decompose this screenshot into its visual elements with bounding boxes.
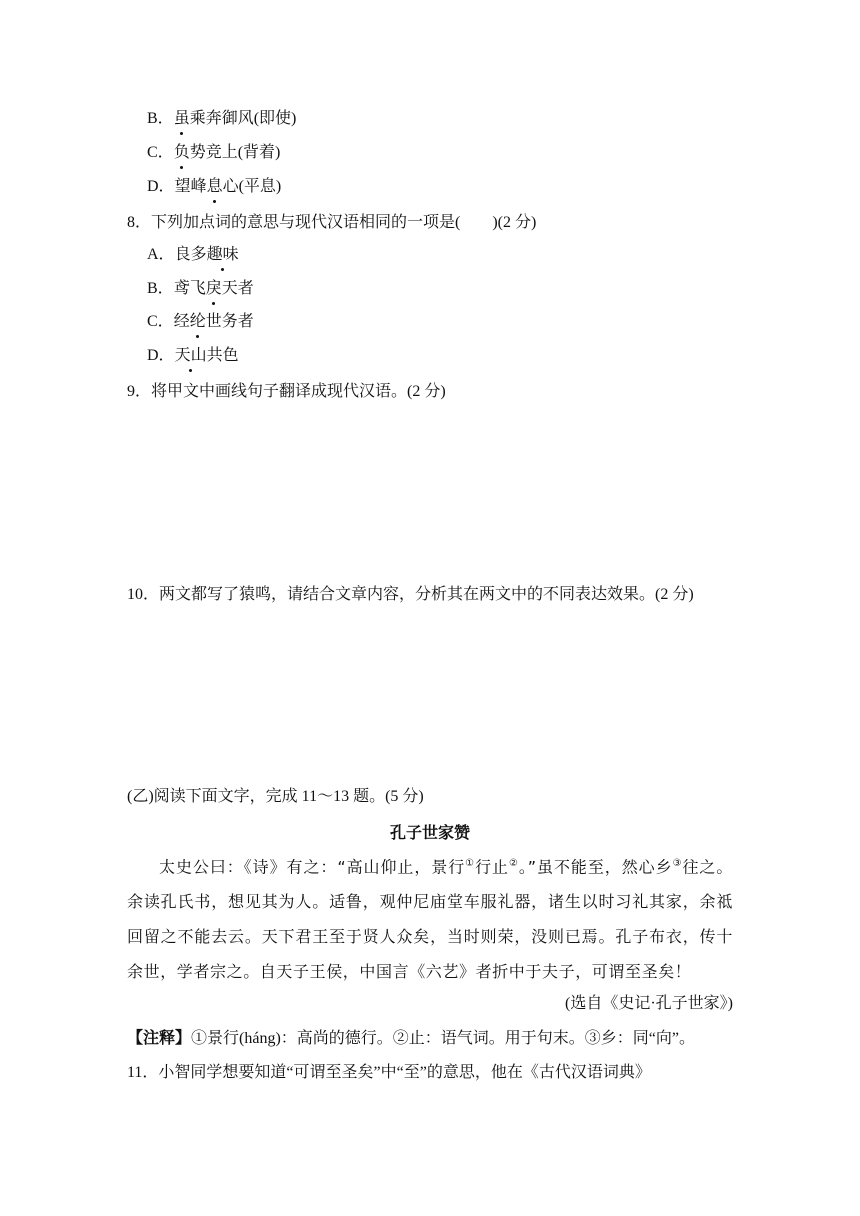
q8-option-a: A．良多趣味 xyxy=(147,244,239,266)
dotted-word: 天山 xyxy=(175,345,207,367)
q8-option-b: B．鸢飞戾天者 xyxy=(147,278,254,300)
q7-option-c: C．负势竞上(背着) xyxy=(147,142,280,164)
dotted-word: 戾 xyxy=(206,278,222,300)
dotted-word: 趣味 xyxy=(207,244,239,266)
question-9: 9．将甲文中画线句子翻译成现代汉语。(2 分) xyxy=(127,383,446,400)
q8-option-d: D．天山共色 xyxy=(147,345,239,367)
dotted-word: 负 xyxy=(174,142,190,164)
annotation xyxy=(127,1025,695,1048)
passage-title: 孔子世家赞 xyxy=(389,823,470,842)
passage-source: (选自《史记·孔子世家》) xyxy=(565,995,733,1012)
question-10: 10．两文都写了猿鸣，请结合文章内容，分析其在两文中的不同表达效果。(2 分) xyxy=(127,586,694,603)
question-11: 11．小智同学想要知道“可谓至圣矣”中“至”的意思，他在《古代汉语词典》 xyxy=(127,1064,651,1081)
dotted-word: 息 xyxy=(207,176,223,198)
footnote-ref: ① xyxy=(465,858,476,869)
q8-option-c: C．经纶世务者 xyxy=(147,311,254,333)
section-heading: (乙)阅读下面文字，完成 11～13 题。(5 分) xyxy=(127,788,424,805)
dotted-word: 虽 xyxy=(174,108,190,130)
passage-body: 太史公曰：《诗》有之：“高山仰止，景行①行止②。”虽不能至，然心乡③往之。余读孔氏书，想见其为人。适鲁，观仲尼庙堂车服礼器，诸生以时习礼其家，余祗回留之不能去云。天下君王至于贤人众矣，当时则荣，没则已焉。孔子布衣，传十余世，学者宗之。自天子王侯，中国言《六艺》者折中于夫子，可谓至圣矣！ xyxy=(127,857,733,982)
annotation-text: ①景行(háng)：高尚的德行。②止：语气词。用于句末。③乡：同“向”。 xyxy=(191,1030,695,1047)
dotted-word: 纶 xyxy=(190,311,206,333)
annotation-label: 【注释】 xyxy=(127,1030,192,1047)
question-8: 8．下列加点词的意思与现代汉语相同的一项是( )(2 分) xyxy=(127,214,537,231)
q7-option-d: D．望峰息心(平息) xyxy=(147,176,281,198)
q7-option-b: B．虽乘奔御风(即使) xyxy=(147,108,296,130)
footnote-ref: ③ xyxy=(672,858,683,869)
footnote-ref: ② xyxy=(508,858,519,869)
